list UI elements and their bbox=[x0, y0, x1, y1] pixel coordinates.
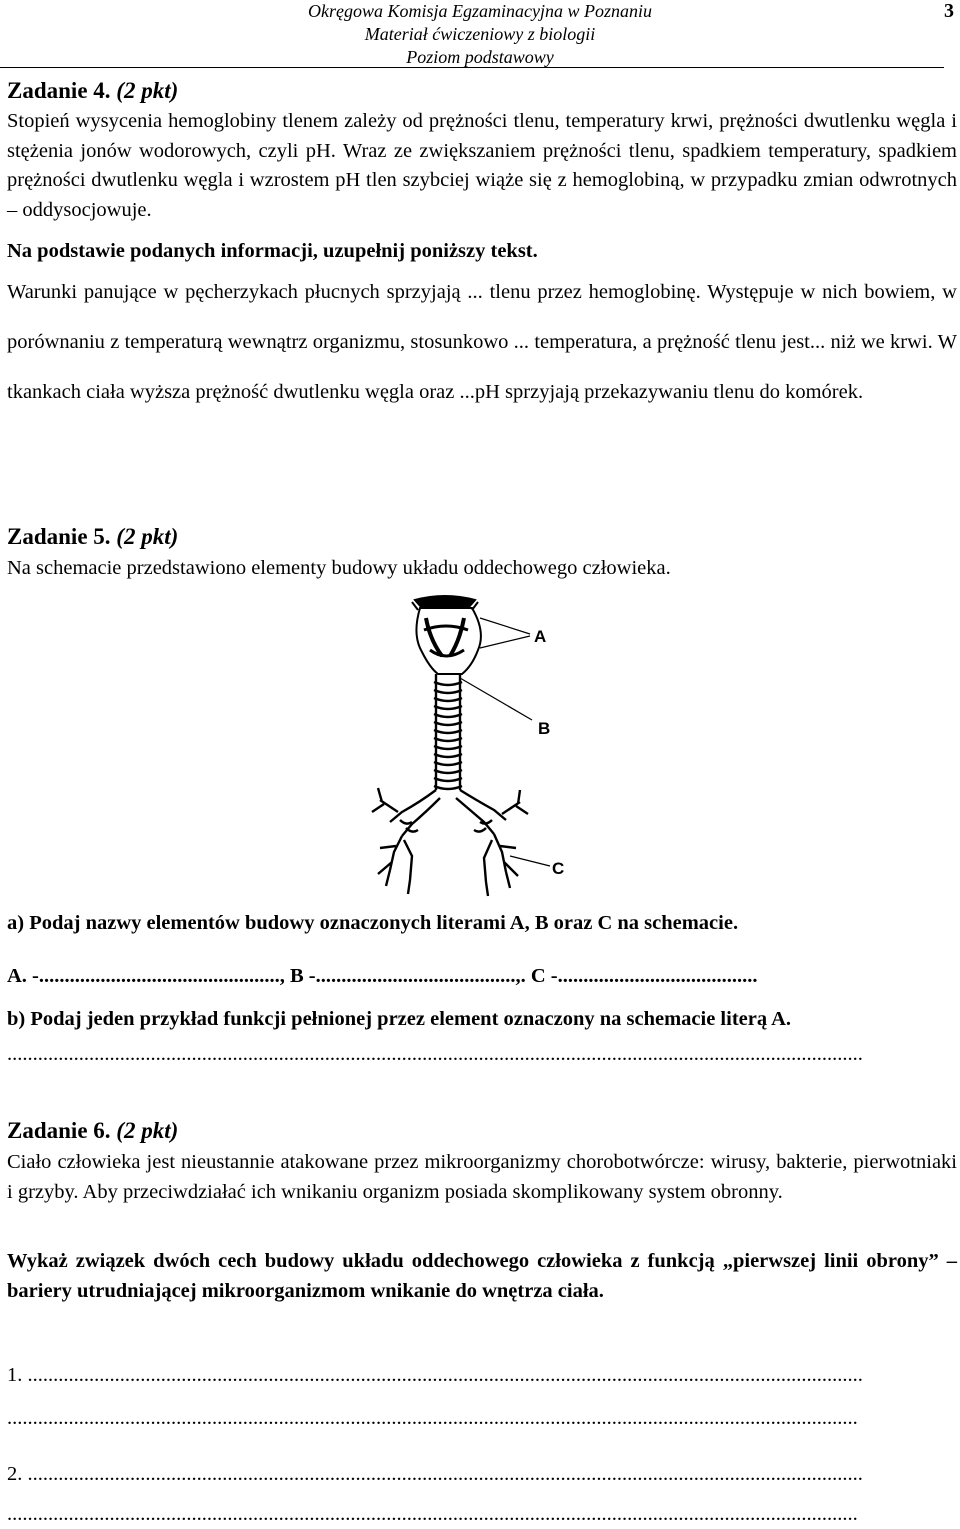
header-institution: Okręgowa Komisja Egzaminacyjna w Poznaniu bbox=[308, 1, 652, 21]
task5-part-b: b) Podaj jeden przykład funkcji pełnionej przez element oznaczony na schemacie literą A. bbox=[7, 1008, 792, 1030]
trachea-drawing bbox=[434, 674, 462, 790]
task6-answer-2-continued[interactable]: ...................................................................................................................................................................... bbox=[7, 1503, 858, 1525]
header-subject: Materiał ćwiczeniowy z biologii bbox=[364, 24, 596, 44]
task5-title-points: (2 pkt) bbox=[116, 524, 179, 549]
task6-title bbox=[7, 1117, 178, 1145]
task5-title bbox=[7, 523, 178, 551]
task5-title-main: Zadanie 5. bbox=[7, 524, 111, 549]
header-rule bbox=[0, 67, 944, 68]
bronchi-drawing bbox=[372, 788, 528, 896]
label-b: B bbox=[538, 719, 551, 738]
page-header bbox=[0, 0, 960, 70]
task4-title-points: (2 pkt) bbox=[116, 78, 179, 103]
task6-title-main: Zadanie 6. bbox=[7, 1118, 111, 1143]
task6-title-points: (2 pkt) bbox=[116, 1118, 179, 1143]
task6-instruction: Wykaż związek dwóch cech budowy układu oddechowego człowieka z funkcją „pierwszej linii obrony” – bariery utrudniającej mikroorganizmom wnikanie do wnętrza ciała. bbox=[7, 1250, 957, 1302]
task6-intro: Ciało człowieka jest nieustannie atakowane przez mikroorganizmy chorobotwórcze: wirusy, bakterie, pierwotniaki i grzyby. Aby przeciwdziałać ich wnikaniu organizm posiada skomplikowany system obronny. bbox=[7, 1151, 957, 1203]
task5-answer-line-a[interactable]: A. -..............................................., B -.......................................,. C -....................................... bbox=[7, 965, 758, 987]
task5-intro: Na schemacie przedstawiono elementy budowy układu oddechowego człowieka. bbox=[7, 557, 671, 579]
respiratory-system-diagram bbox=[360, 590, 600, 902]
header-text bbox=[280, 0, 680, 69]
task4-intro: Stopień wysycenia hemoglobiny tlenem zależy od prężności tlenu, temperatury krwi, prężności dwutlenku węgla i stężenia jonów wodorowych, czyli pH. Wraz ze zwiększaniem prężności tlenu, spadkiem temperatury, spadkiem prężności dwutlenku węgla i wzrostem pH tlen szybciej wiąże się z hemoglobiną, w przypadku zmian odwrotnych – oddysocjowuje. bbox=[7, 110, 957, 221]
task6-answer-2[interactable]: 2. ................................................................................................................................................................... bbox=[7, 1463, 863, 1485]
task4-fill-text: Warunki panujące w pęcherzykach płucnych sprzyjają ... tlenu przez hemoglobinę. Występuje w nich bowiem, w porównaniu z temperaturą wewnątrz organizmu, stosunkowo ... temperatura, a prężność tlenu jest... niż we krwi. W tkankach ciała wyższa prężność dwutlenku węgla oraz ...pH sprzyjają przekazywaniu tlenu do komórek. bbox=[7, 281, 957, 403]
larynx-drawing bbox=[412, 596, 481, 674]
task5-answer-line-b[interactable]: ....................................................................................................................................................................... bbox=[7, 1043, 863, 1065]
task4-title bbox=[7, 77, 178, 105]
page-number: 3 bbox=[944, 0, 954, 22]
task6-answer-1-continued[interactable]: ...................................................................................................................................................................... bbox=[7, 1407, 858, 1429]
label-c: C bbox=[552, 859, 565, 878]
task6-answer-1[interactable]: 1. ................................................................................................................................................................... bbox=[7, 1364, 863, 1386]
task4-instruction: Na podstawie podanych informacji, uzupełnij poniższy tekst. bbox=[7, 240, 538, 262]
header-level: Poziom podstawowy bbox=[406, 47, 554, 67]
task5-part-a: a) Podaj nazwy elementów budowy oznaczonych literami A, B oraz C na schemacie. bbox=[7, 912, 739, 934]
task4-title-main: Zadanie 4. bbox=[7, 78, 111, 103]
label-a: A bbox=[534, 627, 547, 646]
